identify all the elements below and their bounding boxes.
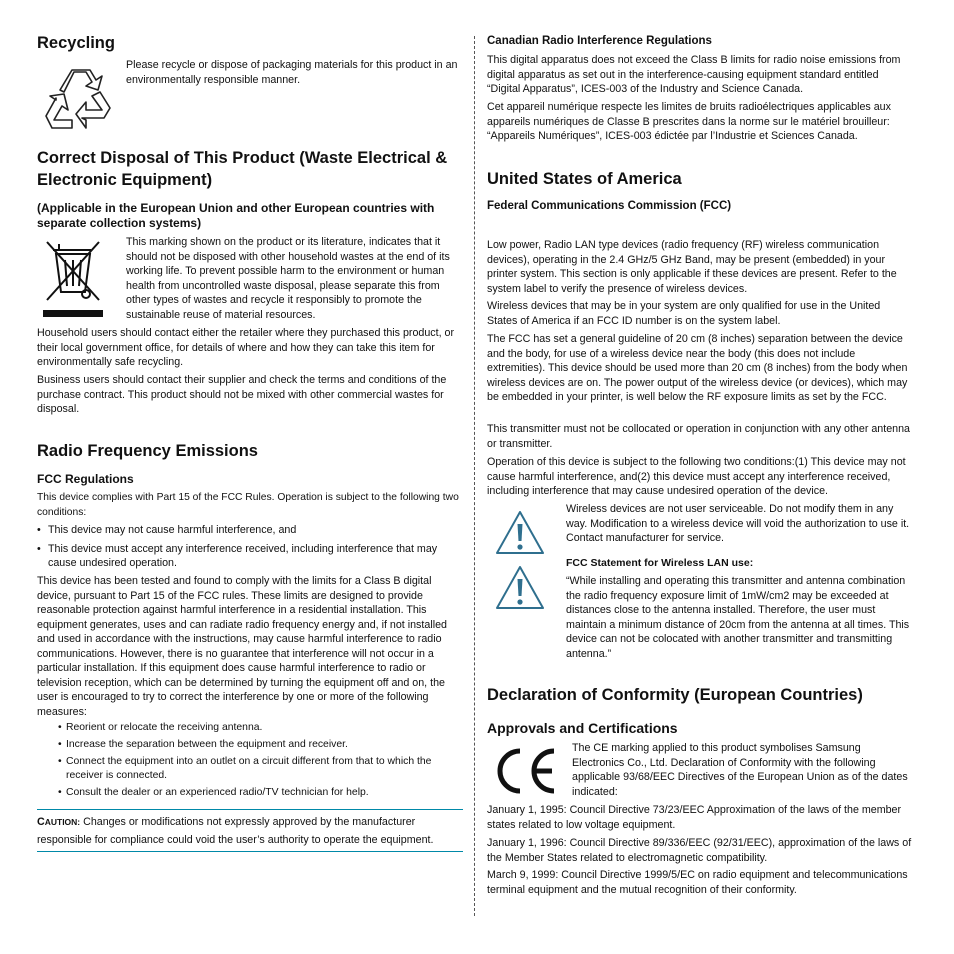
recycling-heading: Recycling	[37, 34, 115, 52]
usa-heading: United States of America	[487, 170, 682, 188]
usa-p5: Operation of this device is subject to the following two conditions:(1) This device may not cause harmful interference, and(2) this device must accept any interference received, including interference that may cause undesired operation of the device.	[487, 456, 906, 497]
fcc-regulations-heading: FCC Regulations	[37, 472, 134, 486]
doc-heading: Declaration of Conformity (European Countries)	[487, 686, 863, 704]
column-divider	[474, 36, 475, 916]
recycling-text: Please recycle or dispose of packaging materials for this product in an environmentally responsible manner.	[126, 59, 458, 86]
fcc-body: This device has been tested and found to comply with the limits for a Class B digital device, pursuant to Part 15 of the FCC rules. These limits are designed to provide reasonable protection against harmful interference in a residential installation. This equipment generates, uses and can radiate radio frequency energy and, if not installed and used in accordance with the instructions, may cause harmful interference to radio communications. However, there is no guarantee that interference will not occur in a particular installation. If this equipment does cause harmful interference to radio or television reception, which can be determined by turning the equipment off and on, the user is encouraged to try to correct the interference by one or more of the following measures:	[37, 575, 447, 718]
canada-french: Cet appareil numérique respecte les limites de bruits radioélectriques applicables aux appareils numériques de Classe B prescrites dans la norme sur le matériel brouilleur: “Appareils Numériques”, ICES-003 édictée par l’Industrie et Sciences Canada.	[487, 101, 891, 142]
wireless-warning: Wireless devices are not user serviceable. Do not modify them in any way. Modification to a wireless device will void the authorization to use it. Contact manufacturer for service.	[566, 503, 910, 544]
usa-p2: Wireless devices that may be in your system are only qualified for use in the United States of America if an FCC ID number is on the system label.	[487, 300, 881, 327]
disposal-heading: Correct Disposal of This Product (Waste Electrical & Electronic Equipment)	[37, 149, 448, 189]
disposal-subheading: (Applicable in the European Union and other European countries with separate collection systems)	[37, 201, 435, 230]
fcc-heading: Federal Communications Commission (FCC)	[487, 200, 732, 212]
wlan-heading: FCC Statement for Wireless LAN use:	[566, 557, 754, 569]
recycle-icon	[42, 62, 114, 134]
usa-p3: The FCC has set a general guideline of 20 cm (8 inches) separation between the device and the body, for use of a wireless device near the body (this does not include extremities). This device should be used more than 20 cm (8 inches) from the body when wireless devices are on. The power output of the wireless device (or devices), which may be embedded in your printer, is well below the RF exposure limits as set by the FCC.	[487, 333, 908, 403]
caution-label-rest: AUTION:	[44, 817, 81, 827]
list-item: • This device must accept any interference received, including interference that may cause undesired operation.	[37, 542, 461, 571]
disposal-business: Business users should contact their supplier and check the terms and conditions of the purchase contract. This product should not be mixed with other commercial wastes for disposal.	[37, 374, 447, 415]
directive-1999: March 9, 1999: Council Directive 1999/5/EC on radio equipment and telecommunications terminal equipment and the mutual recognition of their conformity.	[487, 869, 908, 896]
list-item: • Consult the dealer or an experienced radio/TV technician for help.	[58, 786, 462, 800]
approvals-heading: Approvals and Certifications	[487, 720, 678, 736]
crossed-bin-icon	[41, 238, 105, 318]
fcc-measures-list	[58, 721, 462, 800]
caution-text: Changes or modifications not expressly approved by the manufacturer responsible for compliance could void the user’s authority to operate the equipment.	[37, 816, 434, 846]
rf-heading: Radio Frequency Emissions	[37, 442, 258, 460]
caution-label-c: C	[37, 816, 45, 828]
usa-p4: This transmitter must not be collocated or operation in conjunction with any other antenna or transmitter.	[487, 423, 910, 450]
usa-p1: Low power, Radio LAN type devices (radio frequency (RF) wireless communication devices), operating in the 2.4 GHz/5 GHz Band, may be present (embedded) in your printer system. This section is only applicable if these devices are present. Refer to the system label to verify the presence of wireless devices.	[487, 239, 897, 295]
ce-mark-icon	[490, 745, 558, 797]
warning-icon	[494, 509, 546, 557]
list-item: • This device may not cause harmful interference, and	[37, 523, 461, 538]
warning-icon	[494, 564, 546, 612]
wlan-statement: “While installing and operating this transmitter and antenna combination the radio frequency exposure limit of 1mW/cm2 may be exceeded at distances close to the antenna installed. Therefore, the user must maintain a minimum distance of 20cm from the antenna at all times. This device can not be colocated with another transmitter and transmitting antenna.”	[566, 575, 910, 660]
list-item: • Reorient or relocate the receiving antenna.	[58, 721, 462, 735]
canada-english: This digital apparatus does not exceed the Class B limits for radio noise emissions from digital apparatus as set out in the interference-causing equipment standard entitled “Digital Apparatus”, ICES-003 of the Industry and Science Canada.	[487, 54, 901, 95]
ce-text: The CE marking applied to this product symbolises Samsung Electronics Co., Ltd. Declaration of Conformity with the following applicable 93/68/EEC Directives of the European Union as of the dates indicated:	[572, 742, 908, 798]
caution-box	[37, 809, 463, 852]
fcc-intro: This device complies with Part 15 of the FCC Rules. Operation is subject to the following two conditions:	[37, 492, 459, 518]
disposal-text: This marking shown on the product or its literature, indicates that it should not be disposed with other household wastes at the end of its working life. To prevent possible harm to the environment or human health from uncontrolled waste disposal, please separate this from other types of wastes and recycle it responsibly to promote the sustainable reuse of material resources.	[126, 236, 450, 321]
directive-1996: January 1, 1996: Council Directive 89/336/EEC (92/31/EEC), approximation of the laws of the Member States related to electromagnetic compatibility.	[487, 837, 912, 864]
list-item: • Connect the equipment into an outlet on a circuit different from that to which the receiver is connected.	[58, 755, 462, 783]
list-item: • Increase the separation between the equipment and receiver.	[58, 738, 462, 752]
directive-1995: January 1, 1995: Council Directive 73/23/EEC Approximation of the laws of the member states related to low voltage equipment.	[487, 804, 902, 831]
canada-heading: Canadian Radio Interference Regulations	[487, 35, 712, 47]
fcc-conditions-list	[37, 523, 461, 571]
disposal-household: Household users should contact either the retailer where they purchased this product, or their local government office, for details of where and how they can take this item for environmentally safe recycling.	[37, 327, 455, 368]
